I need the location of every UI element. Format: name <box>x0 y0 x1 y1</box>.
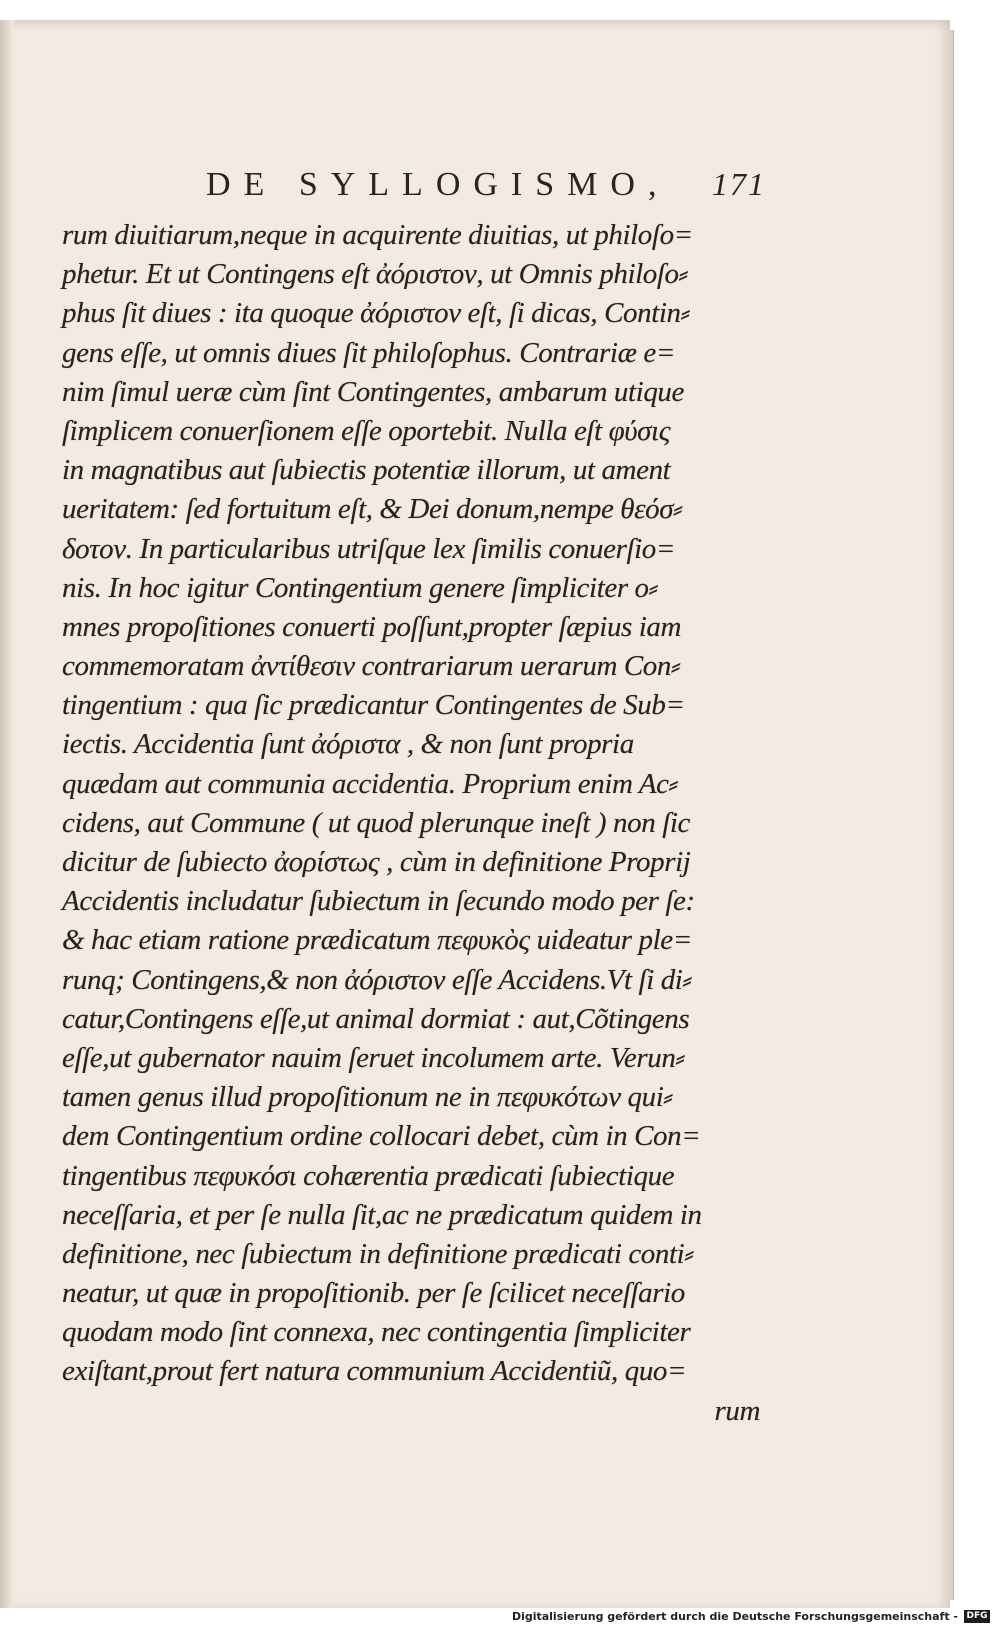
text-line: rum <box>714 1394 760 1427</box>
digitization-footer <box>0 1608 1000 1628</box>
text-line: tingentium : qua ſic prædicantur Contingentes de Sub= <box>62 689 685 722</box>
page-fore-edge <box>943 30 954 1600</box>
running-head <box>206 166 766 204</box>
text-line: nis. In hoc igitur Contingentium genere ſimpliciter o⸗ <box>62 571 658 604</box>
text-line: nim ſimul ueræ cùm ſint Contingentes, ambarum utique <box>62 375 685 408</box>
text-line: phetur. Et ut Contingens eſt ἀόριστον, ut Omnis philoſo⸗ <box>62 258 688 291</box>
text-line: & hac etiam ratione prædicatum πεφυκὸς uideatur ple= <box>62 924 692 957</box>
text-line: dicitur de ſubiecto ἀορίστως , cùm in definitione Proprij <box>62 846 691 878</box>
text-line: ſimplicem conuerſionem eſſe oportebit. Nulla eſt φύσις <box>62 414 671 447</box>
page-number: 171 <box>712 166 766 202</box>
text-line: Accidentis includatur ſubiectum in ſecundo modo per ſe: <box>62 885 695 918</box>
text-line: mnes propoſitiones conuerti poſſunt,propter ſæpius iam <box>62 610 682 643</box>
text-line: tingentibus πεφυκόσι cohærentia prædicati ſubiectique <box>62 1159 675 1192</box>
text-line: ueritatem: ſed fortuitum eſt, & Dei donum,nempe θεόσ⸗ <box>62 493 683 526</box>
text-line: commemoratam ἀντίθεσιν contrariarum uerarum Con⸗ <box>62 650 681 683</box>
text-line: cidens, aut Commune ( ut quod plerunque ineſt ) non ſic <box>62 806 690 839</box>
text-line: catur,Contingens eſſe,ut animal dormiat : aut,Cõtingens <box>62 1002 690 1035</box>
text-line: neatur, ut quæ in propoſitionib. per ſe ſcilicet neceſſario <box>62 1277 685 1310</box>
book-page <box>0 20 950 1608</box>
text-line: phus ſit diues : ita quoque ἀόριστον eſt, ſi dicas, Contin⸗ <box>62 297 690 330</box>
funding-credit: Digitalisierung gefördert durch die Deutsche Forschungsgemeinschaft - <box>511 1610 958 1623</box>
text-line: δοτον. In particularibus utriſque lex ſimilis conuerſio= <box>62 532 676 565</box>
text-line: eſſe,ut gubernator nauim ſeruet incolumem arte. Verun⸗ <box>62 1041 685 1074</box>
running-title: DE SYLLOGISMO, <box>206 166 670 203</box>
text-line: quodam modo ſint connexa, nec contingentia ſimpliciter <box>62 1316 691 1349</box>
text-line: gens eſſe, ut omnis diues ſit philoſophus. Contrariæ e= <box>62 336 676 369</box>
body-text <box>62 216 762 1431</box>
dfg-logo: DFG <box>964 1610 990 1623</box>
text-line: rum diuitiarum,neque in acquirente diuitias, ut philoſo= <box>62 219 693 251</box>
text-line: tamen genus illud propoſitionum ne in πεφυκότων qui⸗ <box>62 1081 673 1114</box>
text-line: exiſtant,prout fert natura communium Accidentiũ, quo= <box>62 1355 687 1388</box>
text-line: definitione, nec ſubiectum in definitione prædicati conti⸗ <box>62 1237 694 1270</box>
text-line: runq; Contingens,& non ἀόριστον eſſe Accidens.Vt ſi di⸗ <box>62 963 692 996</box>
text-line: quædam aut communia accidentia. Proprium enim Ac⸗ <box>62 767 678 800</box>
text-line: dem Contingentium ordine collocari debet, cùm in Con= <box>62 1120 701 1153</box>
text-line: neceſſaria, et per ſe nulla ſit,ac ne prædicatum quidem in <box>62 1198 702 1231</box>
page-gutter-shadow <box>0 20 14 1608</box>
text-line: in magnatibus aut ſubiectis potentiæ illorum, ut ament <box>62 454 671 487</box>
text-line: iectis. Accidentia ſunt ἀόριστα , & non ſunt propria <box>62 728 634 761</box>
